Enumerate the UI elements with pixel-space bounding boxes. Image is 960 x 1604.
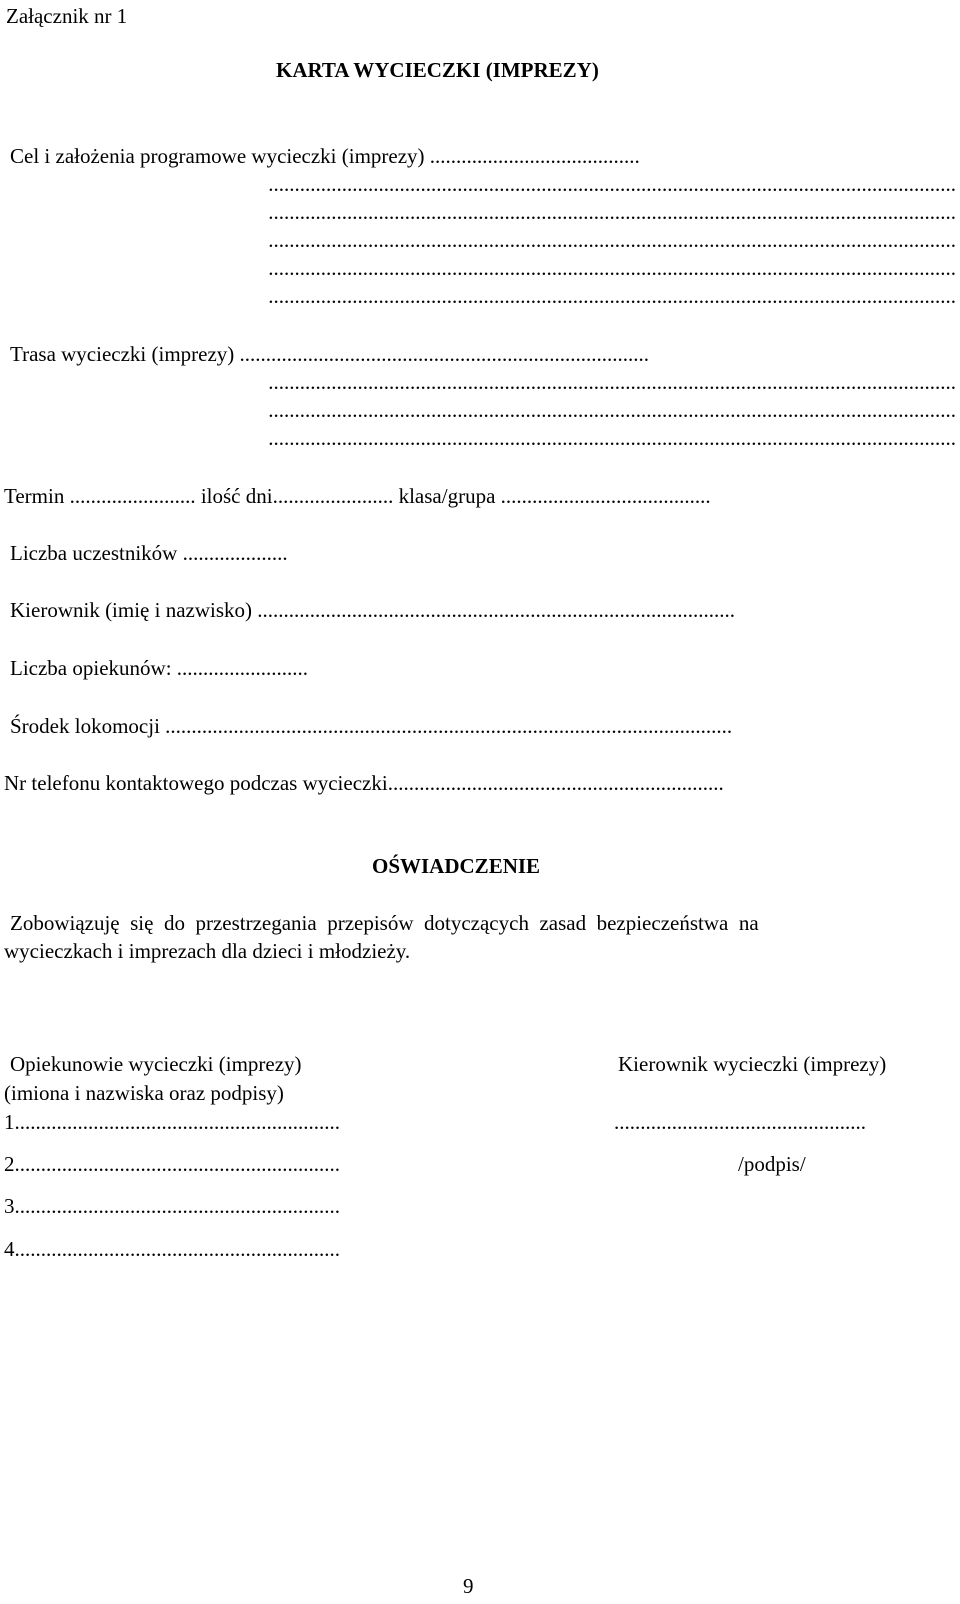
- transport-field: Środek lokomocji ............................................................................................................: [10, 714, 733, 738]
- goals-dotted-line: ...................................................................................................................................: [268, 256, 956, 280]
- guardian-signature-line: 2..............................................................: [4, 1152, 340, 1176]
- annex-label: Załącznik nr 1: [6, 4, 128, 28]
- route-label: Trasa wycieczki (imprezy) ..............................................................................: [10, 342, 650, 366]
- document-title: KARTA WYCIECZKI (IMPREZY): [276, 58, 599, 82]
- declaration-title: OŚWIADCZENIE: [372, 854, 541, 878]
- guardian-signature-line: 1..............................................................: [4, 1110, 340, 1134]
- route-dotted-line: ...................................................................................................................................: [268, 398, 956, 422]
- leader-signature-line: ................................................: [614, 1110, 866, 1134]
- guardians-count-field: Liczba opiekunów: .........................: [10, 656, 309, 680]
- route-dotted-line: ...................................................................................................................................: [268, 426, 956, 450]
- declaration-text-line: Zobowiązuję się do przestrzegania przepisów dotyczących zasad bezpieczeństwa na: [10, 911, 759, 935]
- leader-field: Kierownik (imię i nazwisko) ...........................................................................................: [10, 598, 736, 622]
- leader-signature-caption: /podpis/: [738, 1152, 806, 1176]
- goals-dotted-line: ...................................................................................................................................: [268, 172, 956, 196]
- route-dotted-line: ...................................................................................................................................: [268, 370, 956, 394]
- guardian-signature-line: 4..............................................................: [4, 1237, 340, 1261]
- goals-dotted-line: ...................................................................................................................................: [268, 284, 956, 308]
- page-number: 9: [463, 1574, 474, 1598]
- leader-signature-title: Kierownik wycieczki (imprezy): [618, 1052, 887, 1076]
- declaration-text-line: wycieczkach i imprezach dla dzieci i młodzieży.: [4, 939, 411, 963]
- participants-field: Liczba uczestników ....................: [10, 541, 288, 565]
- phone-field: Nr telefonu kontaktowego podczas wycieczki................................................................: [4, 771, 724, 795]
- goals-dotted-line: ...................................................................................................................................: [268, 228, 956, 252]
- goals-label: Cel i założenia programowe wycieczki (imprezy) ........................................: [10, 144, 640, 168]
- guardian-signature-line: 3..............................................................: [4, 1194, 340, 1218]
- term-field: Termin ........................ ilość dni....................... klasa/grupa ........................................: [4, 484, 711, 508]
- guardians-title: Opiekunowie wycieczki (imprezy): [10, 1052, 302, 1076]
- goals-dotted-line: ...................................................................................................................................: [268, 200, 956, 224]
- guardians-subtitle: (imiona i nazwiska oraz podpisy): [4, 1081, 284, 1105]
